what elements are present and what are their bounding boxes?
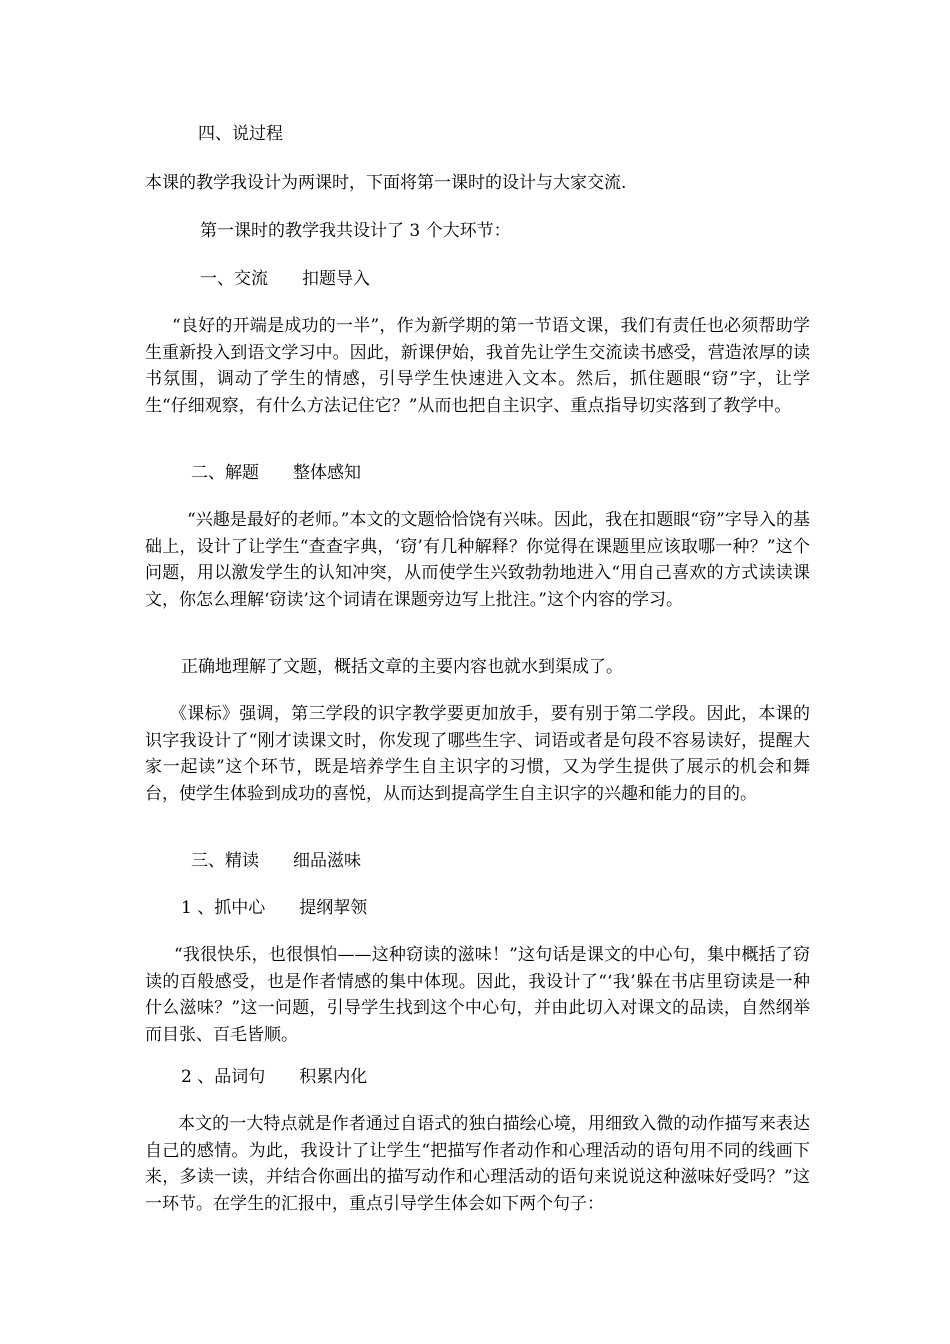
subsection-2-paragraph: 本文的一大特点就是作者通过自语式的独白描绘心境，用细致入微的动作描写来表达自己的感情。为此，我设计了让学生“把描写作者动作和心理活动的语句用不同的线画下来，多读一读，并结合你画出的描写动作和心理活动的语句来说说这种滋味好受吗？”这一环节。在学生的汇报中，重点引导学生体会如下两个句子： (145, 1114, 810, 1214)
first-lesson-line: 第一课时的教学我共设计了 3 个大环节： (200, 221, 511, 241)
heading-process: 四、说过程 (198, 124, 283, 144)
section-2-conclusion: 正确地理解了文题，概括文章的主要内容也就水到渠成了。 (181, 657, 623, 677)
subsection-1-title: 1 、抓中心 提纲挈领 (181, 898, 368, 918)
intro-paragraph: 本课的教学我设计为两课时，下面将第一课时的设计与大家交流. (145, 173, 627, 193)
section-1-title: 一、交流 扣题导入 (200, 269, 370, 289)
subsection-2-title: 2 、品词句 积累内化 (181, 1067, 368, 1087)
section-1-paragraph: “良好的开端是成功的一半”，作为新学期的第一节语文课，我们有责任也必须帮助学生重新投入到语文学习中。因此，新课伊始，我首先让学生交流读书感受，营造浓厚的读书氛围，调动了学生的情感，引导学生快速进入文本。然后，抓住题眼“窃”字，让学生“仔细观察，有什么方法记住它？”从而也把自主识字、重点指导切实落到了教学中。 (145, 316, 810, 416)
section-2-paragraph: “兴趣是最好的老师。”本文的文题恰恰饶有兴味。因此，我在扣题眼“窃”字导入的基础上，设计了让学生“查查字典，‘窃’有几种解释？你觉得在课题里应该取哪一种？”这个问题，用以激发学生的认知冲突，从而使学生兴致勃勃地进入“用自己喜欢的方式读读课文，你怎么理解‘窃读’这个词请在课题旁边写上批注。”这个内容的学习。 (145, 510, 810, 610)
section-3-title: 三、精读 细品滋味 (191, 851, 361, 871)
curriculum-paragraph: 《课标》强调，第三学段的识字教学要更加放手，要有别于第二学段。因此，本课的识字我设计了“刚才读课文时，你发现了哪些生字、词语或者是句段不容易读好，提醒大家一起读”这个环节，既是培养学生自主识字的习惯，又为学生提供了展示的机会和舞台，使学生体验到成功的喜悦，从而达到提高学生自主识字的兴趣和能力的目的。 (145, 704, 810, 804)
section-2-title: 二、解题 整体感知 (191, 463, 361, 483)
subsection-1-paragraph: “我很快乐，也很惧怕——这种窃读的滋味！”这句话是课文的中心句，集中概括了窃读的百般感受，也是作者情感的集中体现。因此，我设计了“‘我’躲在书店里窃读是一种什么滋味？”这一问题，引导学生找到这个中心句，并由此切入对课文的品读，自然纲举而目张、百毛皆顺。 (145, 945, 810, 1045)
